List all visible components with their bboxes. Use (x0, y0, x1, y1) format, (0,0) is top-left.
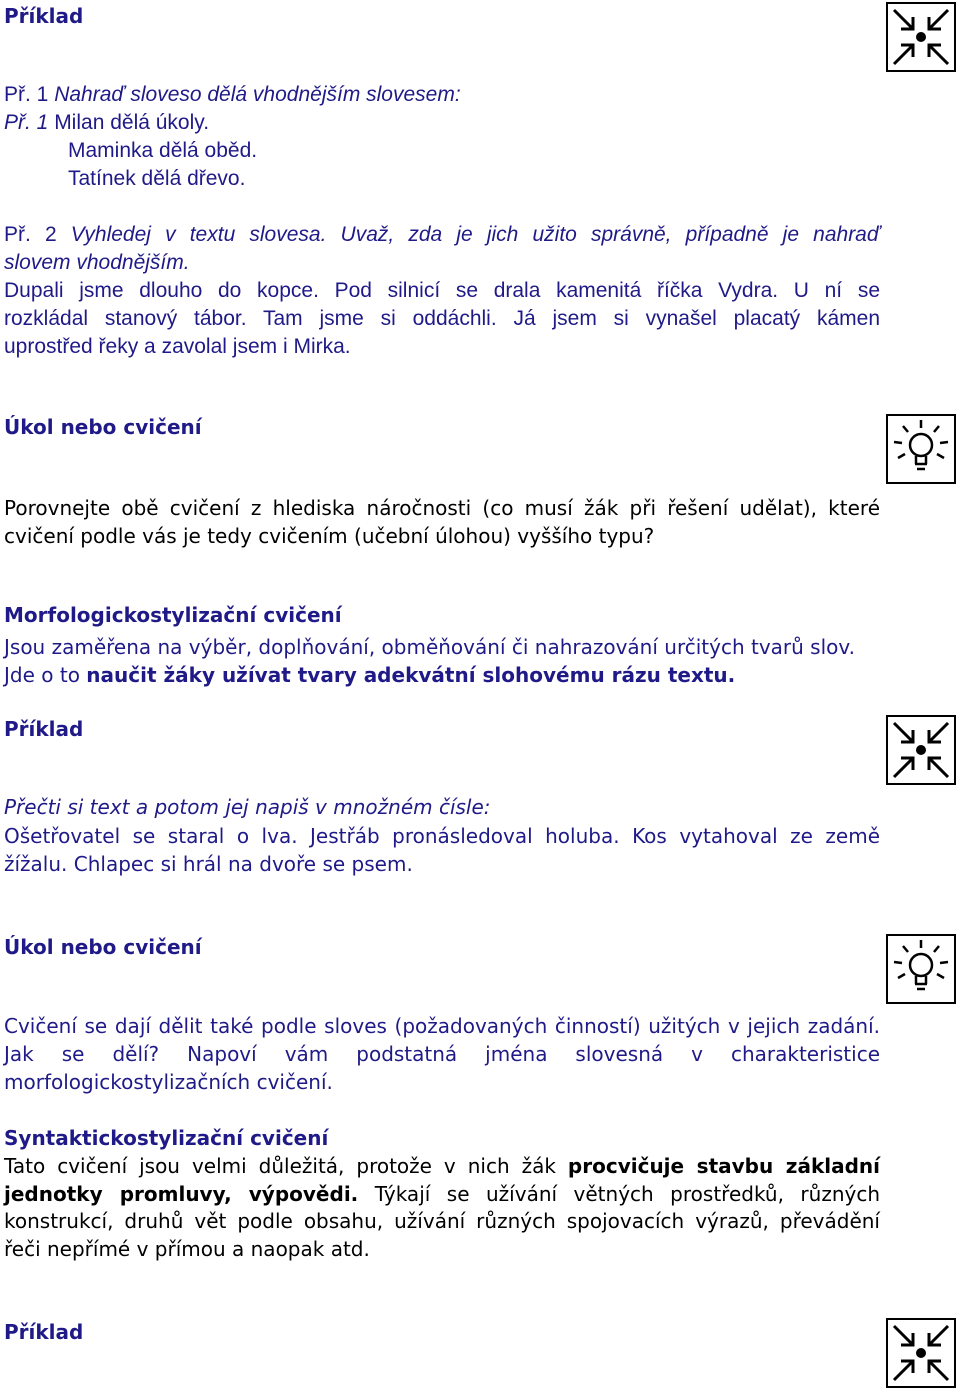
syntakticko-text-line-2 (4, 1180, 880, 1208)
morfologicko-text-bold: naučit žáky užívat tvary adekvátní slohovému rázu textu. (86, 663, 736, 687)
exercise-2-text-line-2: rozkládal stanový tábor. Tam jsme si oddáchli. Já jsem si vynašel placatý kámen (4, 307, 880, 330)
priklad-2-task: Přečti si text a potom jej napiš v množném čísle: (4, 795, 491, 819)
morfologicko-text-line-1: Jsou zaměřena na výběr, doplňování, obměňování či nahrazování určitých tvarů slov. (4, 635, 856, 659)
exercise-1-sentence-3: Tatínek dělá dřevo. (68, 167, 246, 190)
ukol-1-text-line-2: cvičení podle vás je tedy cvičením (učební úlohou) vyššího typu? (4, 524, 655, 548)
exercise-1-prefix-2: Př. 1 (4, 111, 55, 134)
ukol-2-text-line-3: morfologickostylizačních cvičení. (4, 1070, 333, 1094)
exercise-2-text-line-3: uprostřed řeky a zavolal jsem i Mirka. (4, 335, 351, 358)
exercise-1-line (4, 109, 209, 137)
exercise-2-instruction-b: slovem vhodnějším. (4, 251, 190, 274)
exercise-1-sentence-2: Maminka dělá oběd. (68, 139, 258, 162)
exercise-1-sentence-1: Milan dělá úkoly. (54, 111, 210, 134)
morfologicko-text-line-2 (4, 661, 735, 689)
exercise-1-prefix: Př. 1 (4, 83, 55, 106)
syntakticko-text-bold-1: procvičuje stavbu základní (567, 1154, 881, 1178)
exercise-1-instruction: Nahraď sloveso dělá vhodnějším slovesem: (54, 83, 461, 106)
ukol-2-text-line-2: Jak se dělí? Napoví vám podstatná jména slovesná v charakteristice (4, 1042, 880, 1066)
exercise-2-instruction-a: Vyhledej v textu slovesa. Uvaž, zda je jich užito správně, případně je nahraď (70, 223, 880, 246)
heading-morfologickostylizacni: Morfologickostylizační cvičení (4, 603, 342, 627)
syntakticko-text-line-1 (4, 1152, 880, 1180)
arrows-inward-icon (886, 2, 956, 72)
syntakticko-text-line-3: konstrukcí, druhů vět podle obsahu, užívání různých spojovacích výrazů, převádění (4, 1209, 880, 1233)
morfologicko-text-plain: Jde o to (4, 663, 87, 687)
ukol-1-text-line-1: Porovnejte obě cvičení z hlediska náročnosti (co musí žák při řešení udělat), které (4, 496, 880, 520)
priklad-2-text-line-2: žížalu. Chlapec si hrál na dvoře se psem. (4, 852, 413, 876)
heading-priklad-1: Příklad (4, 4, 84, 28)
heading-ukol-1: Úkol nebo cvičení (4, 415, 202, 439)
exercise-2-text-line-1: Dupali jsme dlouho do kopce. Pod silnicí se drala kamenitá říčka Vydra. U ní se (4, 279, 880, 302)
lightbulb-icon (886, 934, 956, 1004)
ukol-2-text-line-1: Cvičení se dají dělit také podle sloves (požadovaných činností) užitých v jejich zadání. (4, 1014, 880, 1038)
arrows-inward-icon (886, 715, 956, 785)
priklad-2-text-line-1: Ošetřovatel se staral o lva. Jestřáb pronásledoval holuba. Kos vytahoval ze země (4, 824, 880, 848)
lightbulb-icon (886, 414, 956, 484)
heading-priklad-3: Příklad (4, 1320, 84, 1344)
exercise-1-task (4, 81, 461, 109)
heading-priklad-2: Příklad (4, 717, 84, 741)
heading-ukol-2: Úkol nebo cvičení (4, 935, 202, 959)
exercise-2-prefix: Př. 2 (4, 223, 71, 246)
arrows-inward-icon (886, 1318, 956, 1388)
syntakticko-text-plain-1: Tato cvičení jsou velmi důležitá, protože v nich žák (4, 1154, 568, 1178)
syntakticko-text-plain-2: Týkají se užívání větných prostředků, různých (358, 1182, 881, 1206)
syntakticko-text-line-4: řeči nepřímé v přímou a naopak atd. (4, 1237, 370, 1261)
exercise-2-task (4, 221, 880, 249)
heading-syntaktickostylizacni: Syntaktickostylizační cvičení (4, 1126, 329, 1150)
syntakticko-text-bold-2: jednotky promluvy, výpovědi. (4, 1182, 359, 1206)
